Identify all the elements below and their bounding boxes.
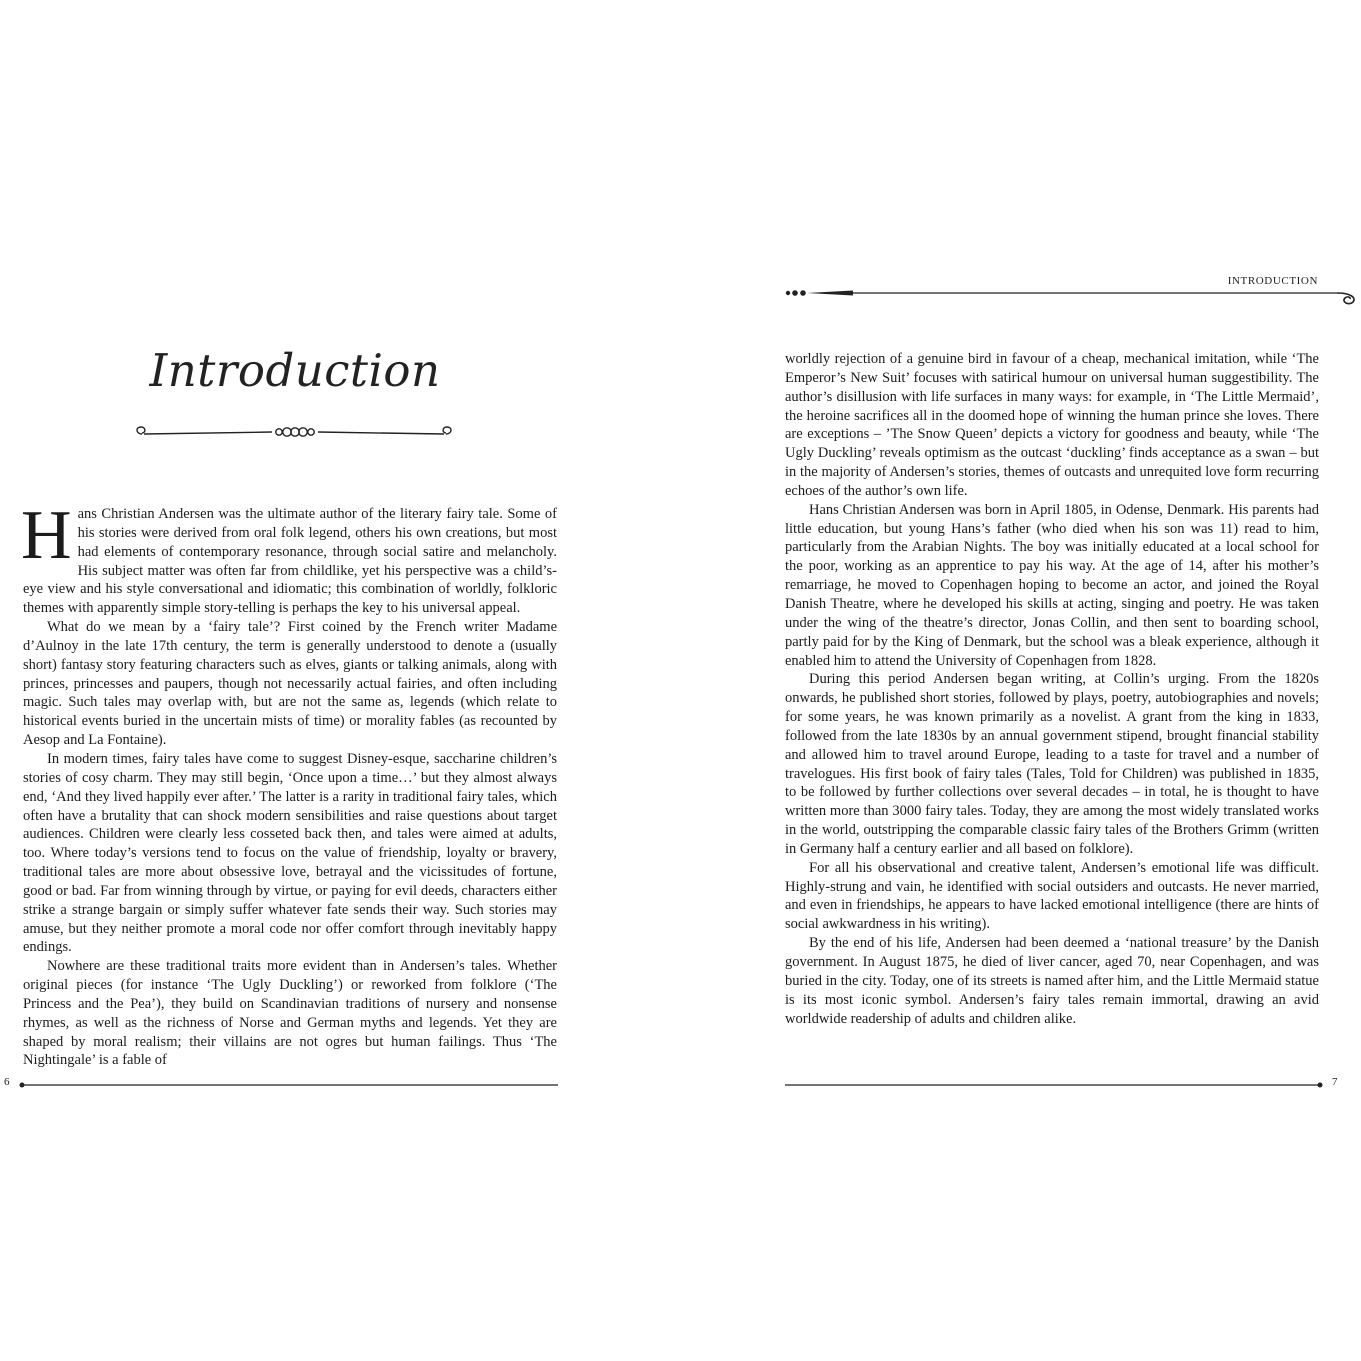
paragraph: Nowhere are these traditional traits more evident than in Andersen’s tales. Whether original pieces (for instance ‘The Ugly Duckling’) or reworked from folklore (‘The Princess and the Pea’), they build on Scandinavian traditions of nursery and nonsense rhymes, as well as the richness of Norse and German myths and legends. Yet they are shaped by moral realism; their villains are not ogres but human failings. Thus ‘The Nightingale’ is a fable of <box>23 958 557 1069</box>
header-flourish-icon <box>783 286 1359 306</box>
paragraph: Hans Christian Andersen was born in April 1805, in Odense, Denmark. His parents had little education, but young Hans’s father (who died when his son was 11) read to him, particularly from the Arabian Nights. The boy was initially educated at a local school for the poor, working as an apprentice to pay his way. At the age of 14, after his mother’s remarriage, he moved to Copenhagen hoping to become an actor, and joined the Royal Danish Theatre, where he developed his skills at acting, singing and poetry. He was taken under the wing of the theatre’s director, Jonas Collin, and then sent to boarding school, partly paid for by the King of Denmark, but the school was a bleak experience, although it enabled him to attend the University of Copenhagen from 1828. <box>785 501 1319 669</box>
running-header: INTRODUCTION <box>1227 275 1318 287</box>
drop-cap: H <box>21 497 72 574</box>
paragraph: Hans Christian Andersen was the ultimate author of the literary fairy tale. Some of his stories were derived from oral folk legend, others his own creations, but most had elements of contemporary resonance, through social satire and melancholy. His subject matter was often far from childlike, yet his perspective was a child’s-eye view and his style conversational and idiomatic; this combination of worldly, folkloric themes with apparently simple story-telling is perhaps the key to his universal appeal. <box>21 497 557 617</box>
right-body-text <box>785 350 1319 1028</box>
flourish-ornament-icon <box>132 422 456 446</box>
page-number-right: 7 <box>1332 1076 1338 1088</box>
footer-rule-right <box>785 1082 1325 1088</box>
footer-rule-left <box>18 1082 558 1088</box>
left-body-text <box>21 497 557 1070</box>
page-title: Introduction <box>149 344 441 397</box>
paragraph: worldly rejection of a genuine bird in favour of a cheap, mechanical imitation, while ‘The Emperor’s New Suit’ focuses with satirical humour on universal human suggestibility. The author’s disillusion with life surfaces in many ways: for example, in ‘The Little Mermaid’, the heroine sacrifices all in the doomed hope of winning the human prince she loves. There are exceptions – ’The Snow Queen’ depicts a victory for goodness and beauty, while ‘The Ugly Duckling’ reveals optimism as the outcast ‘duckling’ finds acceptance as a swan – but in the majority of Andersen’s stories, themes of outcasts and unrequited love form recurring echoes of the author’s own life. <box>785 351 1319 499</box>
page-number-left: 6 <box>4 1076 10 1088</box>
paragraph: By the end of his life, Andersen had been deemed a ‘national treasure’ by the Danish government. In August 1875, he died of liver cancer, aged 70, near Copenhagen, and was buried in the city. Today, one of its streets is named after him, and the Little Mermaid statue is its most iconic symbol. Andersen’s fairy tales remain immortal, drawing an avid worldwide readership of adults and children alike. <box>785 935 1319 1027</box>
paragraph: What do we mean by a ‘fairy tale’? First coined by the French writer Madame d’Aulnoy in the late 17th century, the term is generally understood to denote a (usually short) fantasy story featuring characters such as elves, giants or talking animals, along with princes, princesses and paupers, though not necessarily actual fairies, and often including magic. Such tales may overlap with, but are not the same as, legends (which relate to historical events buried in the uncertain mists of time) or morality fables (as recounted by Aesop and La Fontaine). <box>23 619 557 749</box>
paragraph: For all his observational and creative talent, Andersen’s emotional life was difficult. Highly-strung and vain, he identified with social outsiders and outcasts. He never married, and even in friendships, he appears to have lacked emotional intelligence (there are hints of social awkwardness in his writing). <box>785 859 1319 933</box>
paragraph: In modern times, fairy tales have come to suggest Disney-esque, saccharine children’s stories of cosy charm. They may still begin, ‘Once upon a time…’ but they almost always end, ‘And they lived happily ever after.’ The latter is a rarity in traditional fairy tales, which often have a brutality that can shock modern sensibilities and raise questions about target audiences. Children were clearly less cosseted back then, and tales were aimed at adults, too. Where today’s versions tend to focus on the value of friendship, loyalty or bravery, traditional tales are more about obsessive love, betrayal and the vicissitudes of fortune, good or bad. Far from winning through by virtue, or paying for evil deeds, characters either strike a strange bargain or simply suffer whatever fate sends their way. Such stories may amuse, but they neither promote a moral code nor offer comfort through inevitably happy endings. <box>23 750 557 956</box>
paragraph: During this period Andersen began writing, at Collin’s urging. From the 1820s onwards, he published short stories, followed by plays, poetry, autobiographies and novels; for some years, he was known primarily as a novelist. A grant from the king in 1833, followed from the late 1830s by an annual government stipend, brought financial stability and allowed him to travel around Europe, leading to a taste for travel and a number of travelogues. His first book of fairy tales (Tales, Told for Children) was published in 1835, to be followed by further collections over several decades – in total, he is thought to have written more than 3000 fairy tales. Today, they are among the most widely translated works in the world, outstripping the comparable classic fairy tales of the Brothers Grimm (written in Germany half a century earlier and all based on folklore). <box>785 671 1319 857</box>
